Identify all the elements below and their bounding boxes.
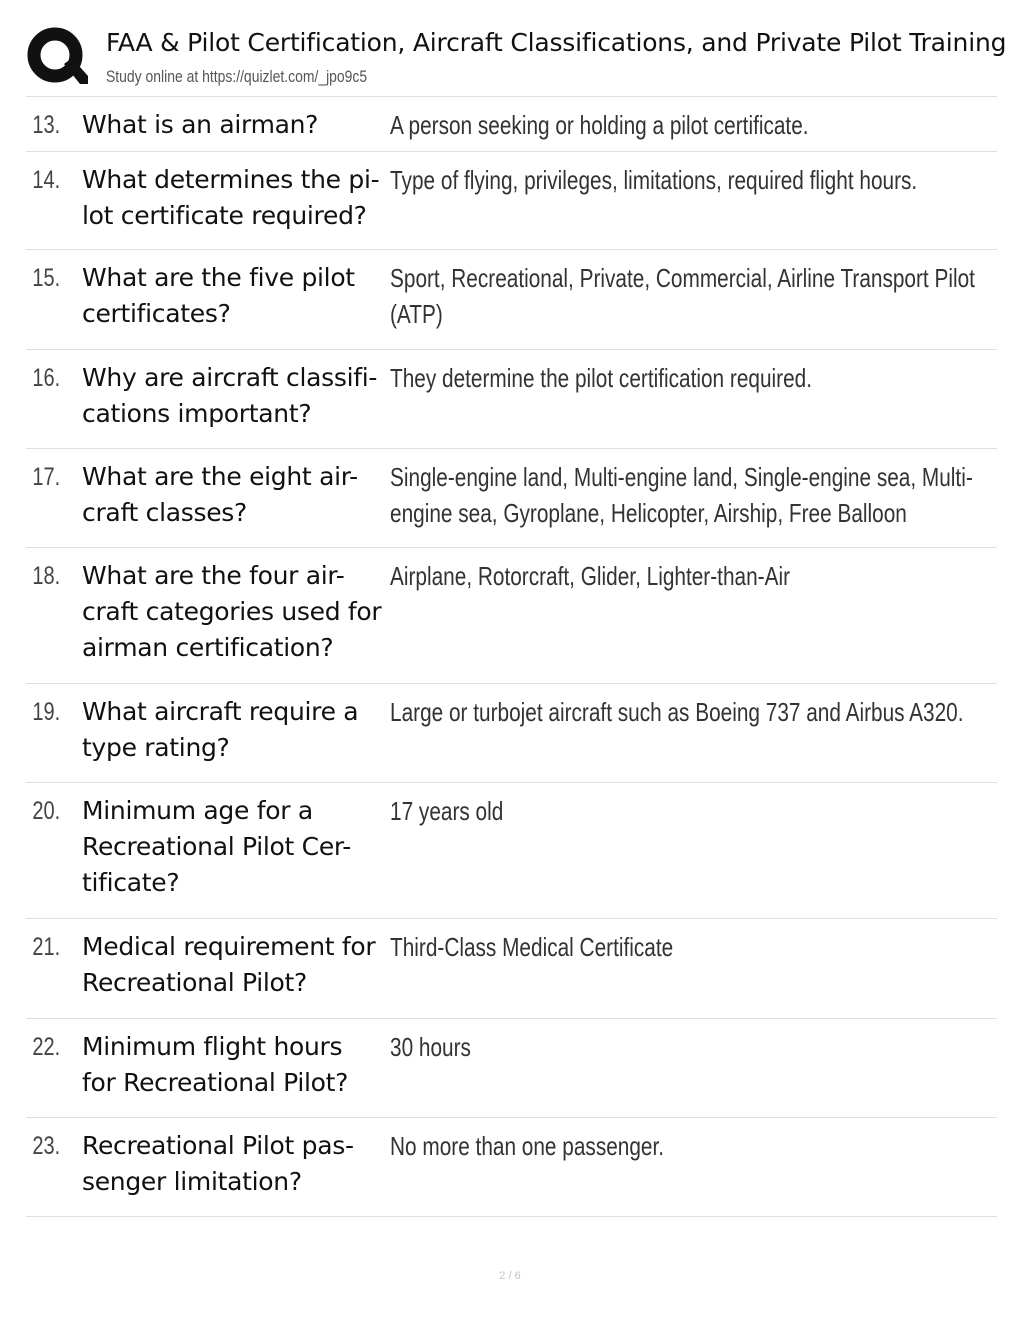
card-number: 23.	[32, 1132, 61, 1160]
study-online-link[interactable]: Study online at https://quizlet.com/_jpo9c5	[106, 67, 368, 86]
card-term: Medical requirement for Recreational Pilot?	[82, 932, 376, 997]
card-term: What are the four air- craft categories used for airman certification?	[82, 561, 382, 662]
document-title: FAA & Pilot Certification, Aircraft Classifications, and Private Pilot Training	[106, 28, 1007, 57]
card-number: 18.	[32, 562, 61, 590]
flashcard-row	[26, 783, 997, 919]
flashcard-row	[26, 97, 997, 152]
flashcard-row	[26, 350, 997, 449]
card-term: Minimum flight hours for Recreational Pilot?	[82, 1032, 349, 1097]
flashcard-row	[26, 250, 997, 350]
card-number: 16.	[32, 364, 61, 392]
card-term: What aircraft require a type rating?	[82, 697, 359, 762]
card-definition: 30 hours	[390, 1032, 471, 1062]
flashcard-row	[26, 1118, 997, 1217]
card-term: What are the eight air- craft classes?	[82, 462, 358, 527]
card-term: Recreational Pilot pas- senger limitation?	[82, 1131, 354, 1196]
flashcard-row	[26, 449, 997, 548]
card-definition: 17 years old	[390, 796, 504, 826]
card-definition: Single-engine land, Multi-engine land, Single-engine sea, Multi-engine sea, Gyroplane, Helicopter, Airship, Free Balloon	[390, 462, 973, 528]
card-term: Why are aircraft classifi- cations important?	[82, 363, 378, 428]
flashcard-row	[26, 152, 997, 250]
card-term: Minimum age for a Recreational Pilot Cer- tificate?	[82, 796, 352, 897]
card-definition: Type of flying, privileges, limitations, required flight hours.	[390, 165, 918, 195]
flashcard-row	[26, 919, 997, 1019]
card-definition: Airplane, Rotorcraft, Glider, Lighter-than-Air	[390, 561, 790, 591]
card-term: What are the five pilot certificates?	[82, 263, 355, 328]
card-number: 14.	[32, 166, 61, 194]
card-number: 17.	[32, 463, 61, 491]
card-definition: Third-Class Medical Certificate	[390, 932, 674, 962]
card-definition: A person seeking or holding a pilot certificate.	[390, 110, 809, 140]
card-definition: No more than one passenger.	[390, 1131, 665, 1161]
flashcard-row	[26, 548, 997, 684]
flashcard-row	[26, 1019, 997, 1118]
flashcard-list	[26, 97, 997, 1217]
card-term: What determines the pi- lot certificate required?	[82, 165, 380, 230]
card-number: 20.	[32, 797, 61, 825]
card-definition: Sport, Recreational, Private, Commercial, Airline Transport Pilot (ATP)	[390, 263, 975, 329]
card-definition: They determine the pilot certification required.	[390, 363, 812, 393]
card-number: 13.	[32, 111, 61, 139]
quizlet-q-logo-icon	[26, 26, 90, 90]
card-definition: Large or turbojet aircraft such as Boeing 737 and Airbus A320.	[390, 697, 964, 727]
card-number: 22.	[32, 1033, 61, 1061]
card-number: 21.	[32, 933, 61, 961]
document-header	[26, 24, 1020, 94]
card-number: 19.	[32, 698, 61, 726]
page-number: 2 / 6	[499, 1270, 521, 1282]
card-term: What is an airman?	[82, 110, 319, 139]
card-number: 15.	[32, 264, 61, 292]
flashcard-row	[26, 684, 997, 783]
